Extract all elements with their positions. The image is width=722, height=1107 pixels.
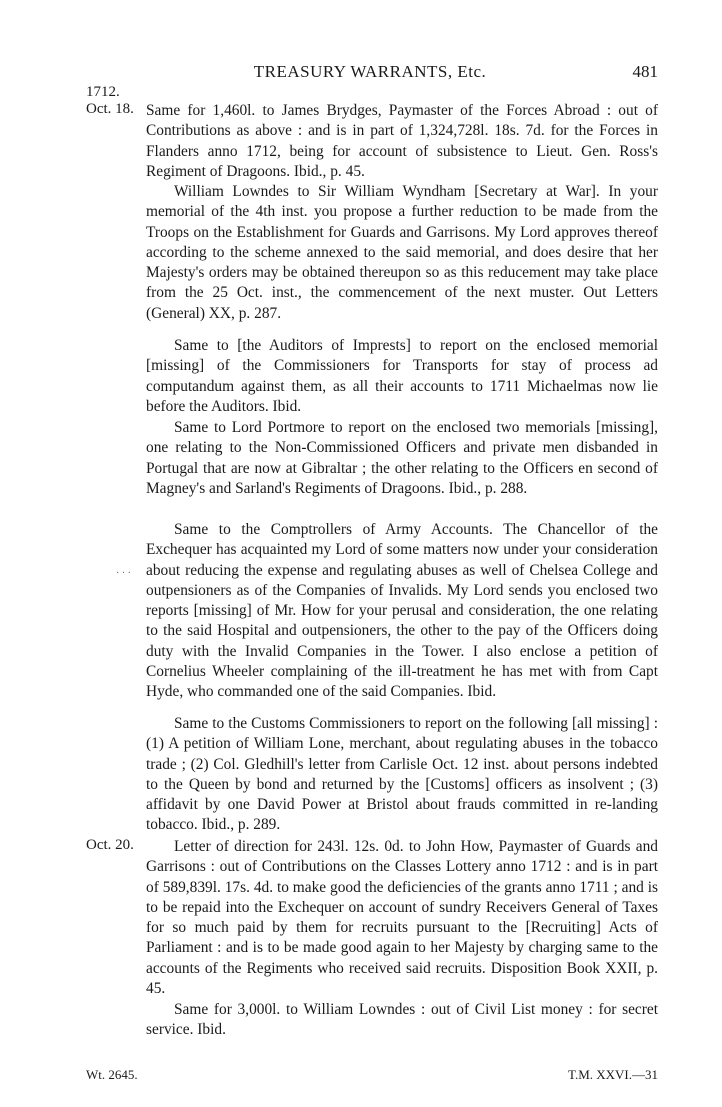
entry-lord-portmore — [146, 418, 658, 499]
entry-text: Same to [the Auditors of Imprests] to report on the enclosed memorial [missing] of the Commissioners for Transports for stay of process ad computandum against them, as all their accounts to 1711 Michaelmas now lie before the Auditors. Ibid. — [146, 337, 658, 415]
margin-date-oct-20: Oct. 20. — [86, 837, 134, 853]
entry-brydges — [146, 101, 658, 182]
footer-warrant-number: Wt. 2645. — [86, 1067, 138, 1082]
entry-text: Same for 3,000l. to William Lowndes : out of Civil List money : for secret service. Ibid. — [146, 1001, 658, 1039]
page-number: 481 — [632, 62, 658, 81]
entry-lowndes-secret-service — [146, 1000, 658, 1041]
margin-date-oct-18: Oct. 18. — [86, 101, 134, 117]
entry-text: Letter of direction for 243l. 12s. 0d. to John How, Paymaster of Guards and Garrisons : out of Contributions on the Classes Lottery anno 1712 : and is in part of 589,839l. 17s. 4d. to make good the deficiencies of the grants anno 1711 ; and is to be repaid into the Exchequer on account of sundry Receivers General of Taxes for so much paid by them for recruits pursuant to the [Recruiting] Acts of Parliament : and is to be made good again to her Majesty by charging same to the accounts of the Regiments who received said recruits. Disposition Book XXII, p. 45. — [146, 838, 658, 998]
entry-comptrollers — [146, 520, 658, 703]
entry-customs — [146, 714, 658, 836]
footer-volume: T.M. XXVI.—31 — [567, 1067, 658, 1082]
entry-text: Same to the Customs Commissioners to report on the following [all missing] : (1) A petition of William Lone, merchant, about regulating abuses in the tobacco trade ; (2) Col. Gledhill's letter from Carlisle Oct. 12 inst. about persons indebted to the Queen by bond and returned by the [Customs] officers as insolvent ; (3) affidavit by one David Power at Bristol about frauds committed in re-landing tobacco. Ibid., p. 289. — [146, 715, 658, 834]
entry-wyndham-letter — [146, 182, 658, 324]
entry-text: Same for 1,460l. to James Brydges, Paymaster of the Forces Abroad : out of Contributions as above : and is in part of 1,324,728l. 18s. 7d. for the Forces in Flanders anno 1712, being for account of subsistence to Lieut. Gen. Ross's Regiment of Dragoons. Ibid., p. 45. — [146, 102, 658, 180]
entry-text: William Lowndes to Sir William Wyndham [Secretary at War]. In your memorial of the 4th inst. you propose a further reduction to be made from the Troops on the Establishment for Guards and Garrisons. My Lord approves thereof according to the scheme annexed to the said memorial, and does desire that her Majesty's orders may be obtained thereupon so as this reducement may take place from the 25 Oct. inst., the commencement of the next muster. Out Letters (General) XX, p. 287. — [146, 183, 658, 322]
entry-text: Same to the Comptrollers of Army Accounts. The Chancellor of the Exchequer has acquainted my Lord of some matters now under your consideration about reducing the expense and regulating abuses as well of Chelsea College and outpensioners as of the Companies of Invalids. My Lord sends you enclosed two reports [missing] of Mr. How for your perusal and consideration, the one relating to the said Hospital and outpensioners, the other to the pay of the Officers doing duty with the Invalid Companies in the Tower. I also enclose a petition of Cornelius Wheeler complaining of the ill-treatment he has met with from Capt Hyde, who commanded one of the said Companies. Ibid. — [146, 521, 658, 701]
page-header — [0, 60, 722, 84]
running-title: TREASURY WARRANTS, Etc. — [253, 62, 487, 81]
entry-text: Same to Lord Portmore to report on the enclosed two memorials [missing], one relating to the Non-Commissioned Officers and private men disbanded in Portugal that are now at Gibraltar ; the other relating to the Officers en second of Magney's and Sarland's Regiments of Dragoons. Ibid., p. 288. — [146, 419, 658, 497]
margin-year: 1712. — [86, 84, 120, 100]
entry-how-letter-of-direction — [146, 837, 658, 999]
entry-auditors-imprests — [146, 336, 658, 417]
margin-annotation: · · · — [116, 568, 131, 579]
